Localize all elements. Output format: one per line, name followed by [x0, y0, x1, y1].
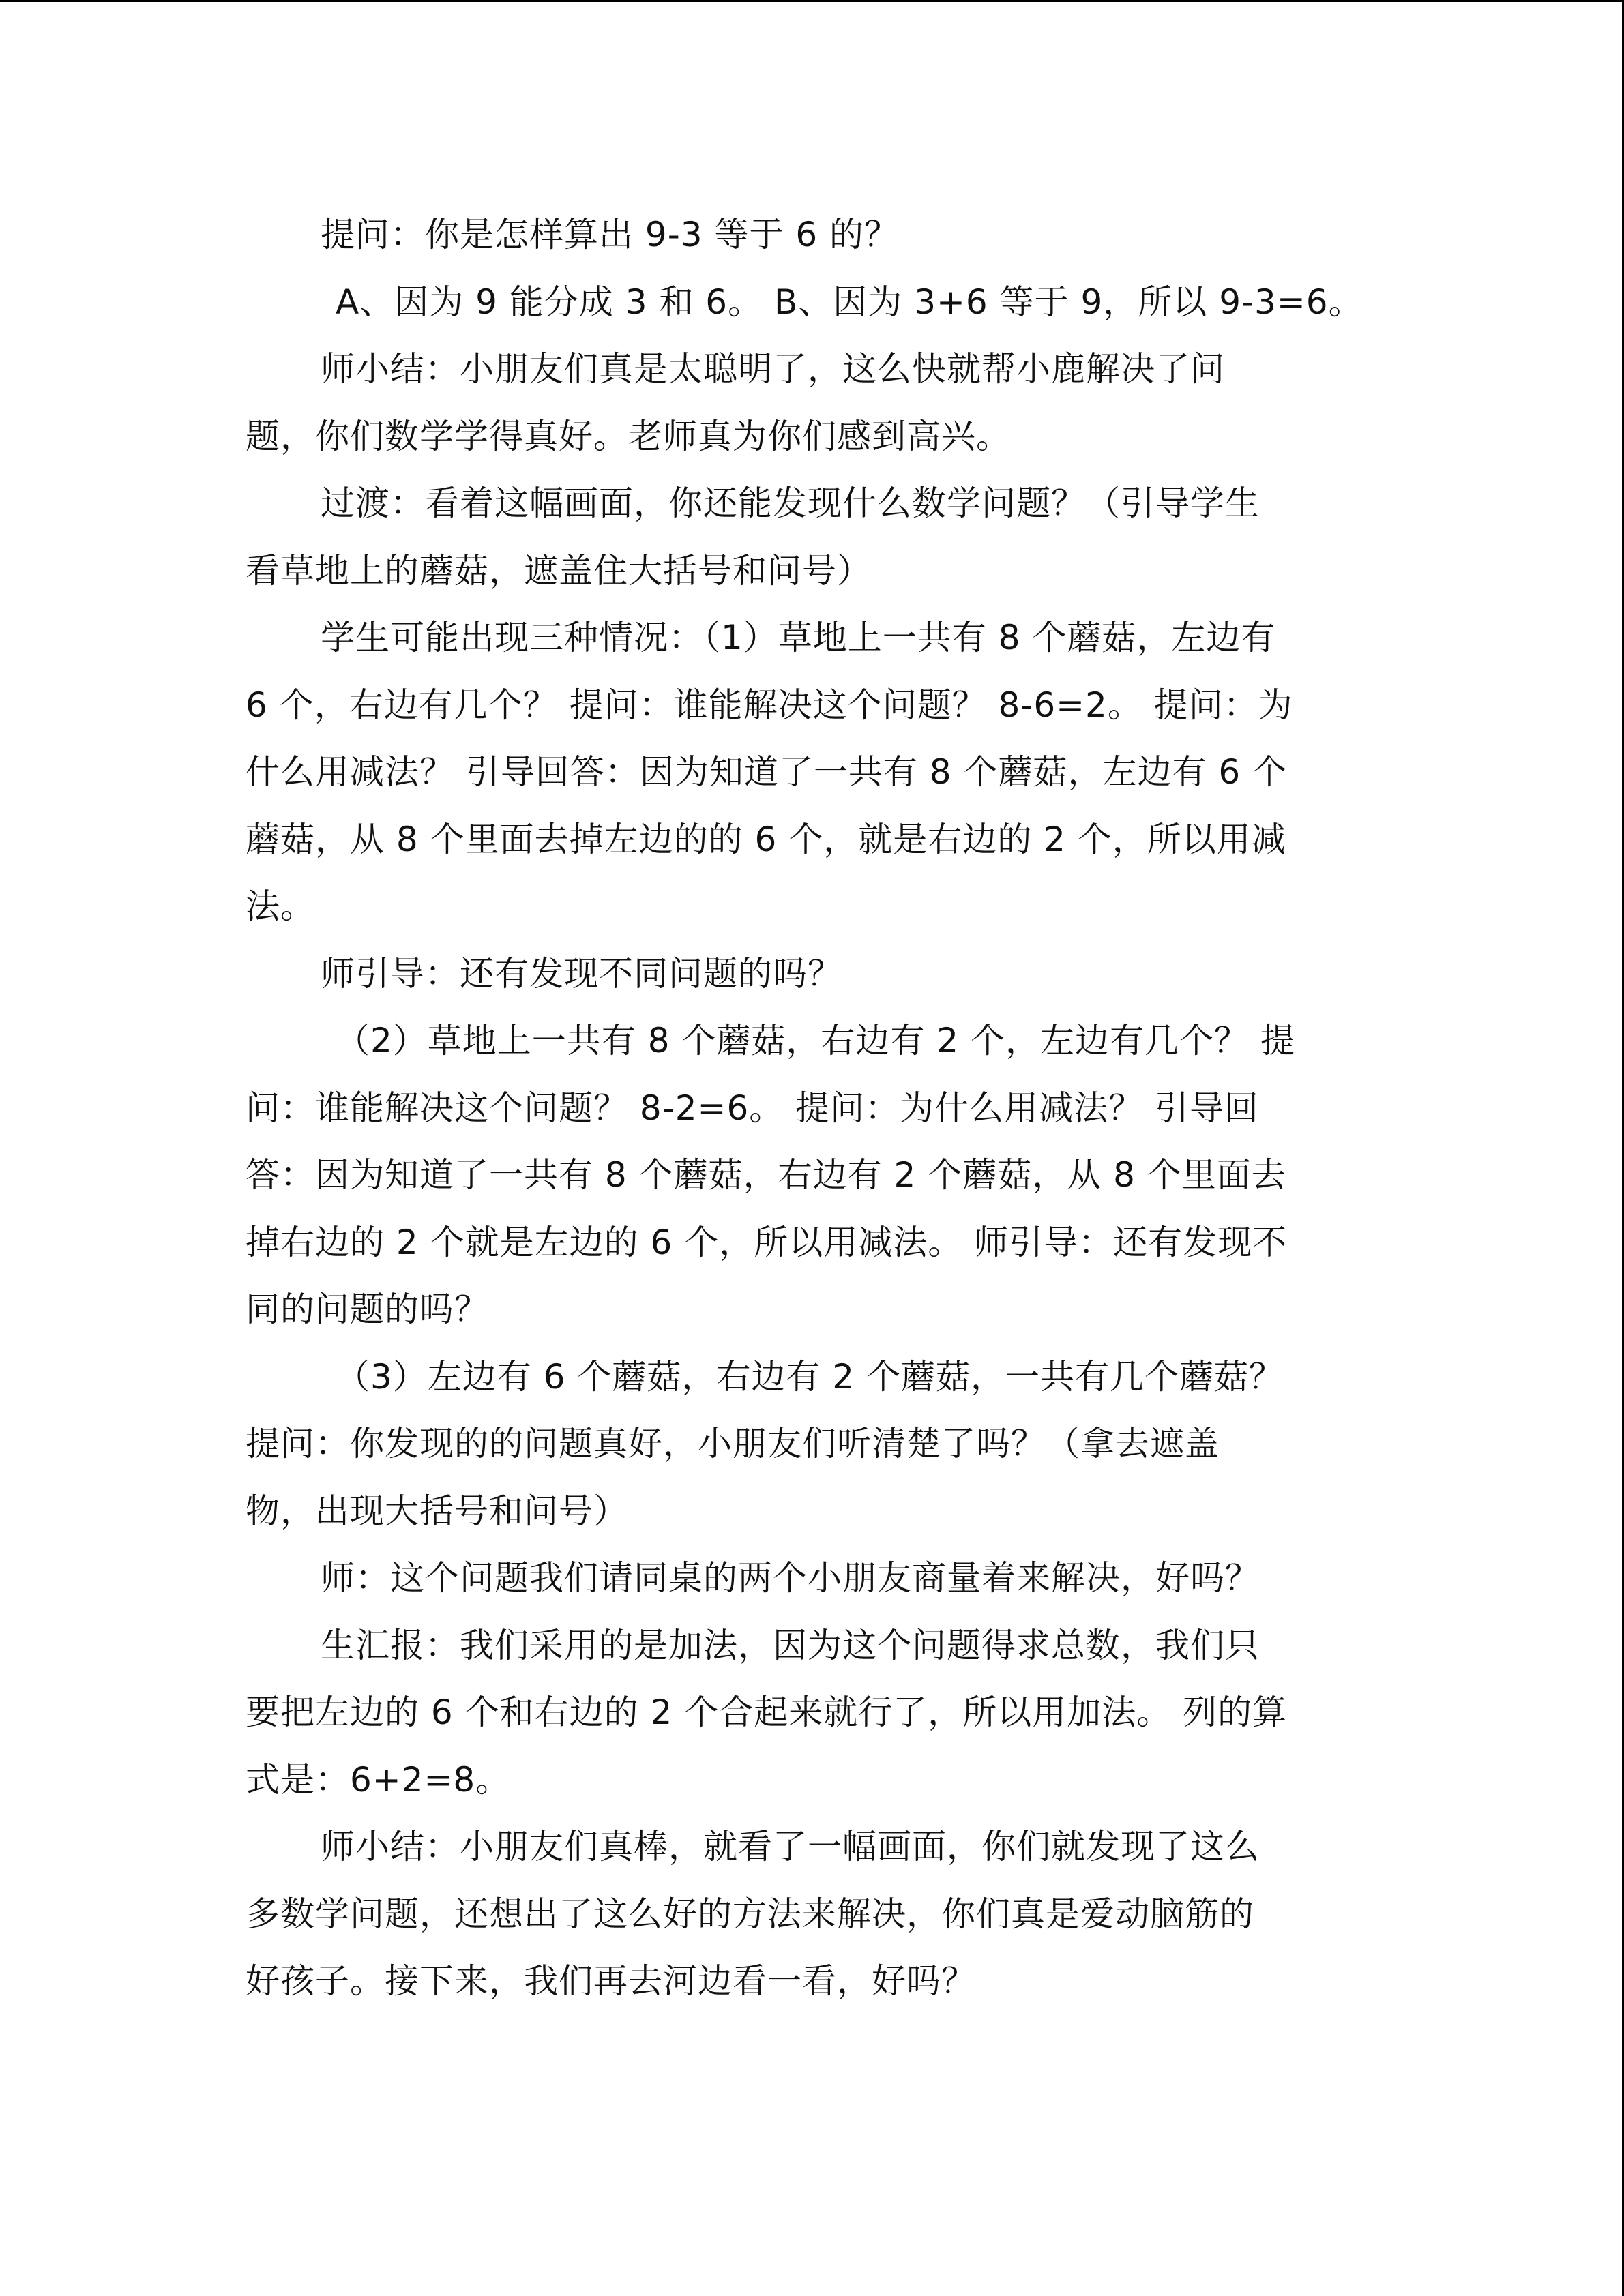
text-line: 师：这个问题我们请同桌的两个小朋友商量着来解决，好吗？	[321, 1558, 1260, 1598]
text-line: 要把左边的 6 个和右边的 2 个合起来就行了，所以用加法。 列的算	[246, 1693, 1288, 1732]
situation-two-paragraph	[246, 1007, 1378, 1343]
text-line: 物，出现大括号和问号）	[246, 1491, 628, 1531]
text-line: 式是：6+2=8。	[246, 1759, 511, 1800]
text-line: 师引导：还有发现不同问题的吗？	[321, 953, 842, 994]
teacher-instruction-paragraph	[246, 1545, 1378, 1612]
student-report-paragraph	[246, 1612, 1378, 1814]
text-line: 过渡：看着这幅画面，你还能发现什么数学问题？（引导学生	[321, 483, 1260, 523]
teacher-summary-paragraph	[246, 336, 1378, 470]
student-situations-paragraph	[246, 604, 1378, 940]
text-line: 答：因为知道了一共有 8 个蘑菇，右边有 2 个蘑菇，从 8 个里面去	[246, 1155, 1286, 1195]
text-line: 题，你们数学学得真好。老师真为你们感到高兴。	[246, 416, 1011, 456]
text-line: 蘑菇，从 8 个里面去掉左边的的 6 个，就是右边的 2 个，所以用减	[246, 819, 1286, 859]
text-line: （2）草地上一共有 8 个蘑菇，右边有 2 个，左边有几个？ 提	[336, 1021, 1295, 1060]
question-paragraph	[246, 201, 1378, 269]
text-line: 掉右边的 2 个就是左边的 6 个，所以用减法。 师引导：还有发现不	[246, 1222, 1288, 1262]
text-line: （3）左边有 6 个蘑菇，右边有 2 个蘑菇，一共有几个蘑菇？	[336, 1356, 1284, 1397]
document-page	[246, 201, 1378, 2015]
text-line: 法。	[246, 886, 315, 926]
final-summary-paragraph	[246, 1813, 1378, 2015]
situation-three-paragraph	[246, 1343, 1378, 1545]
text-line: 师小结：小朋友们真棒，就看了一幅画面，你们就发现了这么	[321, 1827, 1260, 1866]
transition-paragraph	[246, 470, 1378, 604]
text-line: 看草地上的蘑菇，遮盖住大括号和问号）	[246, 550, 872, 591]
page-top-border	[0, 0, 1624, 2]
text-line: 什么用减法？ 引导回答：因为知道了一共有 8 个蘑菇，左边有 6 个	[246, 752, 1288, 792]
text-line: 提问：你发现的的问题真好，小朋友们听清楚了吗？（拿去遮盖	[246, 1424, 1220, 1463]
text-line: 提问：你是怎样算出 9-3 等于 6 的？	[321, 215, 900, 254]
text-line: 同的问题的吗？	[246, 1289, 489, 1329]
text-line: 生汇报：我们采用的是加法，因为这个问题得求总数，我们只	[321, 1625, 1260, 1665]
text-line: 6 个，右边有几个？ 提问：谁能解决这个问题？ 8-6=2。 提问：为	[246, 685, 1293, 725]
text-line: 师小结：小朋友们真是太聪明了，这么快就帮小鹿解决了问	[321, 349, 1225, 389]
text-line: 好孩子。接下来，我们再去河边看一看，好吗？	[246, 1961, 976, 2001]
text-line: A、因为 9 能分成 3 和 6。 B、因为 3+6 等于 9，所以 9-3=6。	[336, 282, 1363, 322]
text-line: 多数学问题，还想出了这么好的方法来解决，你们真是爱动脑筋的	[246, 1894, 1254, 1934]
teacher-guide-paragraph	[246, 940, 1378, 1008]
text-line: 问：谁能解决这个问题？ 8-2=6。 提问：为什么用减法？ 引导回	[246, 1088, 1260, 1128]
answer-options-paragraph	[246, 269, 1378, 336]
text-line: 学生可能出现三种情况：（1）草地上一共有 8 个蘑菇，左边有	[321, 618, 1276, 657]
